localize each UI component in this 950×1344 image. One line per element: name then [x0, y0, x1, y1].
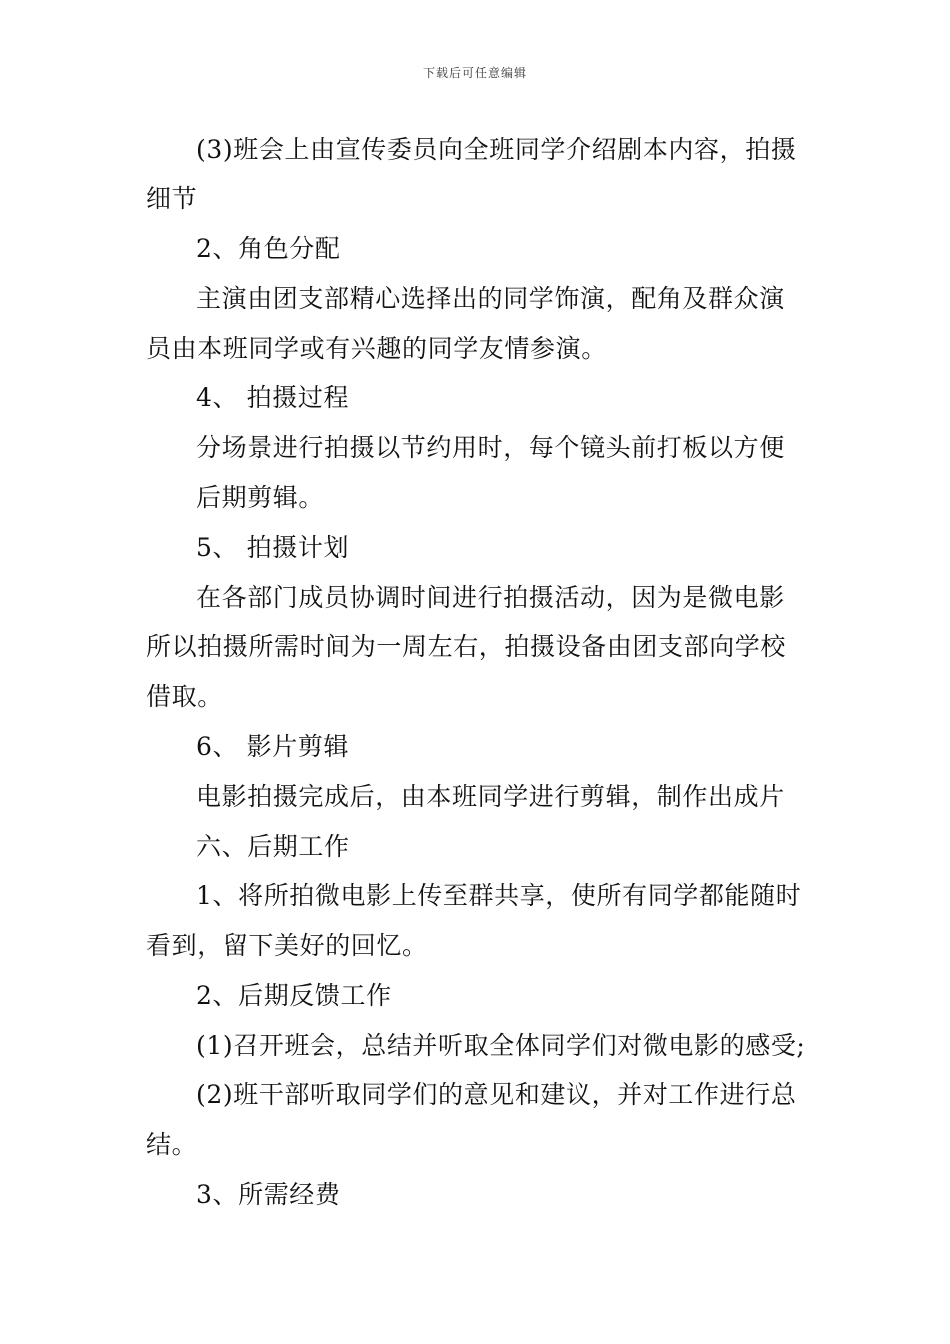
section-heading: 3、所需经费: [196, 1180, 341, 1209]
paragraph-line: 分场景进行拍摄以节约用时，每个镜头前打板以方便: [196, 433, 785, 462]
paragraph-line: 在各部门成员协调时间进行拍摄活动，因为是微电影: [196, 583, 785, 612]
section-heading: 5、 拍摄计划: [196, 533, 350, 562]
paragraph-line: 员由本班同学或有兴趣的同学友情参演。: [146, 334, 607, 363]
page-header: 下载后可任意编辑: [422, 66, 527, 80]
paragraph-line: 结。: [146, 1130, 198, 1159]
paragraph-line: 后期剪辑。: [196, 483, 325, 512]
paragraph-line: 细节: [146, 184, 198, 213]
section-heading: 2、角色分配: [196, 234, 341, 263]
paragraph-line: 主演由团支部精心选择出的同学饰演，配角及群众演: [196, 284, 785, 313]
paragraph-line: (3)班会上由宣传委员向全班同学介绍剧本内容，拍摄: [196, 135, 797, 164]
paragraph-line: 借取。: [146, 682, 223, 711]
paragraph-line: 所以拍摄所需时间为一周左右，拍摄设备由团支部向学校: [146, 632, 787, 661]
paragraph-line: 电影拍摄完成后，由本班同学进行剪辑，制作出成片: [196, 782, 785, 811]
section-heading: 六、后期工作: [196, 832, 350, 861]
section-heading: 4、 拍摄过程: [196, 383, 350, 412]
paragraph-line: (2)班干部听取同学们的意见和建议，并对工作进行总: [196, 1080, 797, 1109]
paragraph-line: 看到，留下美好的回忆。: [146, 931, 428, 960]
paragraph-line: 1、将所拍微电影上传至群共享，使所有同学都能随时: [196, 881, 802, 910]
section-heading: 6、 影片剪辑: [196, 732, 350, 761]
paragraph-line: (1)召开班会，总结并听取全体同学们对微电影的感受;: [196, 1031, 806, 1060]
section-heading: 2、后期反馈工作: [196, 981, 392, 1010]
